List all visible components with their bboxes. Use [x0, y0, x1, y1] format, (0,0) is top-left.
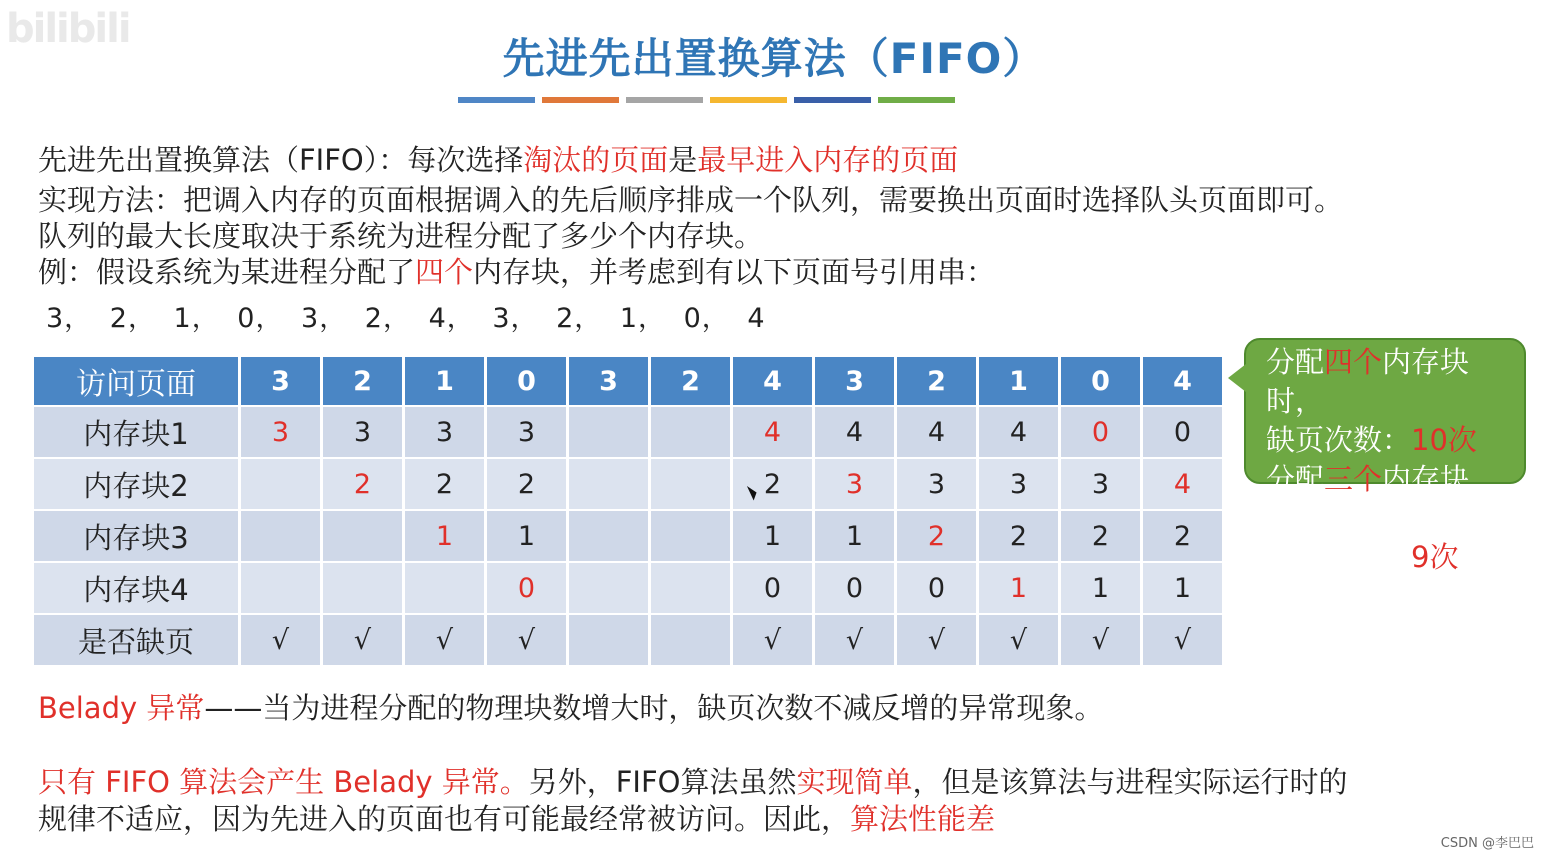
memory-block-cell: 0 — [1142, 406, 1224, 458]
header-label: 访问页面 — [34, 357, 240, 406]
conclusion-text-1: 另外，FIFO算法虽然 — [528, 765, 797, 799]
memory-block-cell: 1 — [978, 562, 1060, 614]
page-access-header: 3 — [240, 357, 322, 406]
memory-block-cell — [240, 562, 322, 614]
memory-block-cell — [650, 510, 732, 562]
page-access-header: 2 — [896, 357, 978, 406]
table-row — [34, 510, 1224, 562]
example-highlight: 四个 — [415, 255, 474, 289]
title-underline-bar — [542, 97, 619, 103]
fault-count-callout — [1244, 338, 1526, 574]
page-access-header: 2 — [322, 357, 404, 406]
callout-line-4 — [1266, 538, 1524, 577]
conclusion-text-2: ，但是该算法与进程实际运行时的 — [912, 765, 1348, 799]
memory-block-cell: 2 — [404, 458, 486, 510]
memory-block-cell — [240, 458, 322, 510]
intro-highlight-1: 淘汰的页面 — [523, 143, 669, 177]
intro-highlight-2: 最早进入内存的页面 — [697, 143, 959, 177]
example-text-1: 例：假设系统为某进程分配了 — [38, 255, 416, 289]
memory-block-cell: 0 — [1060, 406, 1142, 458]
memory-block-cell — [650, 458, 732, 510]
conclusion-line-1 — [38, 760, 1348, 801]
bilibili-logo: bilibili — [6, 6, 130, 52]
callout-text: 分配 — [1266, 462, 1325, 496]
memory-block-cell: 0 — [486, 562, 568, 614]
row-label: 内存块1 — [34, 406, 240, 458]
intro-line — [38, 138, 958, 179]
memory-block-cell: 2 — [732, 458, 814, 510]
page-access-header: 3 — [568, 357, 650, 406]
conclusion-text-3: 规律不适应，因为先进入的页面也有可能最经常被访问。因此， — [38, 802, 851, 836]
title-color-bars — [458, 97, 955, 103]
memory-block-cell: 1 — [732, 510, 814, 562]
example-text-2: 内存块，并考虑到有以下页面号引用串： — [473, 255, 996, 289]
conclusion-line-2 — [38, 797, 995, 838]
memory-block-cell: 1 — [1060, 562, 1142, 614]
table-row — [34, 406, 1224, 458]
memory-block-cell — [404, 562, 486, 614]
callout-highlight: 10次 — [1411, 423, 1477, 457]
memory-block-cell: 3 — [486, 406, 568, 458]
page-access-header: 4 — [732, 357, 814, 406]
page-title: 先进先出置换算法（FIFO） — [502, 34, 1046, 83]
table-row — [34, 562, 1224, 614]
memory-block-cell: 4 — [1142, 458, 1224, 510]
row-label: 内存块4 — [34, 562, 240, 614]
conclusion-highlight-3: 算法性能差 — [850, 802, 996, 836]
page-access-header: 2 — [650, 357, 732, 406]
memory-block-cell: 1 — [814, 510, 896, 562]
memory-block-cell — [650, 406, 732, 458]
memory-block-cell: 3 — [978, 458, 1060, 510]
page-fault-cell: √ — [1060, 614, 1142, 666]
page-fault-cell: √ — [978, 614, 1060, 666]
page-fault-cell: √ — [404, 614, 486, 666]
memory-block-cell — [322, 510, 404, 562]
row-label: 内存块3 — [34, 510, 240, 562]
callout-highlight: 四个 — [1324, 345, 1383, 379]
page-access-header: 0 — [1060, 357, 1142, 406]
title-underline-bar — [794, 97, 871, 103]
conclusion-highlight-2: 实现简单 — [796, 765, 913, 799]
memory-block-cell: 3 — [1060, 458, 1142, 510]
page-fault-cell: √ — [896, 614, 978, 666]
title-underline-bar — [878, 97, 955, 103]
memory-block-cell — [568, 406, 650, 458]
callout-text: 内存块时， — [1266, 345, 1470, 418]
intro-text-2: 是 — [668, 143, 698, 177]
memory-block-cell: 4 — [978, 406, 1060, 458]
memory-block-cell — [240, 510, 322, 562]
conclusion-highlight-1: 只有 FIFO 算法会产生 Belady 异常。 — [38, 765, 529, 799]
memory-block-cell: 3 — [404, 406, 486, 458]
memory-block-cell: 1 — [486, 510, 568, 562]
memory-block-cell: 2 — [486, 458, 568, 510]
callout-line-3 — [1266, 460, 1524, 538]
table-header-row — [34, 357, 1224, 406]
example-line — [38, 250, 995, 291]
memory-block-cell: 2 — [896, 510, 978, 562]
memory-block-cell: 3 — [322, 406, 404, 458]
memory-block-cell: 0 — [732, 562, 814, 614]
callout-highlight: 9次 — [1411, 540, 1459, 574]
page-fault-cell: √ — [486, 614, 568, 666]
callout-text: 分配 — [1266, 345, 1325, 379]
page-fault-cell: √ — [814, 614, 896, 666]
table-row — [34, 614, 1224, 666]
memory-block-cell: 2 — [322, 458, 404, 510]
memory-block-cell: 3 — [240, 406, 322, 458]
csdn-watermark: CSDN @李巴巴 — [1440, 836, 1534, 851]
row-label: 内存块2 — [34, 458, 240, 510]
callout-text: 内存块时， — [1266, 462, 1470, 535]
memory-block-cell — [568, 562, 650, 614]
page-fault-cell: √ — [240, 614, 322, 666]
belady-line — [38, 686, 1103, 727]
memory-block-cell: 4 — [732, 406, 814, 458]
page-access-header: 0 — [486, 357, 568, 406]
memory-block-cell — [650, 562, 732, 614]
table-row — [34, 458, 1224, 510]
memory-block-cell: 4 — [814, 406, 896, 458]
page-fault-cell: √ — [732, 614, 814, 666]
page-fault-cell — [568, 614, 650, 666]
callout-text: 缺页次数： — [1266, 423, 1412, 457]
page-fault-cell — [650, 614, 732, 666]
memory-block-cell — [322, 562, 404, 614]
title-underline-bar — [458, 97, 535, 103]
callout-pointer — [1228, 364, 1246, 392]
callout-highlight: 三个 — [1324, 462, 1383, 496]
reference-string: 3， 2， 1， 0， 3， 2， 4， 3， 2， 1， 0， 4 — [46, 303, 766, 334]
memory-block-cell: 2 — [978, 510, 1060, 562]
row-label: 是否缺页 — [34, 614, 240, 666]
belady-definition: ——当为进程分配的物理块数增大时，缺页次数不减反增的异常现象。 — [204, 691, 1104, 725]
callout-text: 缺页次数： — [1266, 540, 1412, 574]
memory-block-cell: 3 — [814, 458, 896, 510]
belady-term: Belady 异常 — [38, 691, 205, 725]
memory-block-cell: 3 — [896, 458, 978, 510]
memory-block-cell: 0 — [814, 562, 896, 614]
fifo-table — [34, 357, 1225, 667]
page-access-header: 3 — [814, 357, 896, 406]
memory-block-cell: 2 — [1142, 510, 1224, 562]
memory-block-cell: 4 — [896, 406, 978, 458]
memory-block-cell: 0 — [896, 562, 978, 614]
title-underline-bar — [710, 97, 787, 103]
memory-block-cell: 1 — [1142, 562, 1224, 614]
page-access-header: 1 — [404, 357, 486, 406]
memory-block-cell — [568, 510, 650, 562]
memory-block-cell: 2 — [1060, 510, 1142, 562]
method-line: 实现方法：把调入内存的页面根据调入的先后顺序排成一个队列，需要换出页面时选择队头页面即可。 — [38, 183, 1344, 217]
page-access-header: 1 — [978, 357, 1060, 406]
page-access-header: 4 — [1142, 357, 1224, 406]
callout-line-2 — [1266, 421, 1524, 460]
memory-block-cell: 1 — [404, 510, 486, 562]
title-underline-bar — [626, 97, 703, 103]
queue-line: 队列的最大长度取决于系统为进程分配了多少个内存块。 — [38, 219, 764, 253]
memory-block-cell — [568, 458, 650, 510]
callout-line-1 — [1266, 343, 1524, 421]
page-fault-cell: √ — [322, 614, 404, 666]
page-fault-cell: √ — [1142, 614, 1224, 666]
intro-text-1: 先进先出置换算法（FIFO）：每次选择 — [38, 143, 524, 177]
